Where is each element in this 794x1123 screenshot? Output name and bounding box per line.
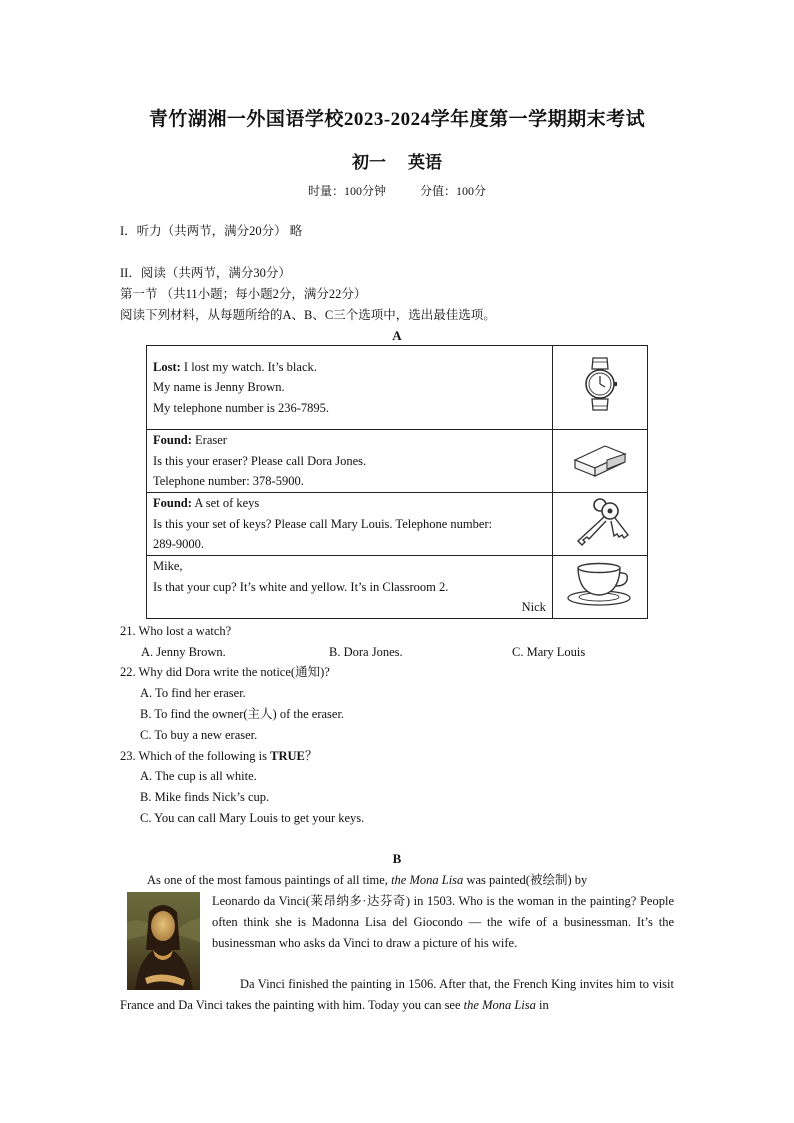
question-stem — [120, 747, 317, 765]
notice-table — [146, 345, 648, 619]
answer-option: C. To buy a new eraser. — [140, 728, 258, 742]
passage-b-para1: Leonardo da Vinci(莱昂纳多·达芬奇) in 1503. Who is the woman in the painting? People often think she is Madonna Lisa del Giocondo — the wife of a businessman. It’s the businessman who asks da Vinci to draw a picture of his wife. — [212, 894, 674, 950]
question-stem-end: ？ — [304, 749, 318, 763]
notice-line: Is this your set of keys? Please call Mary Louis. Telephone number: — [153, 516, 493, 531]
notice-line: 289-9000. — [153, 537, 205, 552]
notice-text — [147, 346, 553, 430]
notice-line: A set of keys — [191, 496, 260, 511]
grade-label: 初一 — [352, 153, 386, 172]
notice-row — [147, 346, 648, 430]
notice-text — [147, 493, 553, 556]
passage-text: was painted(被绘制) by — [463, 873, 588, 887]
passage-text: in — [535, 997, 549, 1012]
time-info: 时量：100分钟 — [307, 184, 386, 198]
exam-subtitle — [0, 148, 794, 173]
answer-option: B. To find the owner(主人) of the eraser. — [140, 707, 345, 721]
notice-picture — [552, 493, 647, 556]
part1-heading: I．听力（共两节，满分20分） 略 — [120, 224, 303, 238]
notice-signature: Nick — [521, 600, 546, 615]
score-info: 分值：100分 — [420, 184, 487, 198]
answer-option: B. Mike finds Nick’s cup. — [140, 790, 270, 804]
exam-title: 青竹湖湘一外国语学校2023-2024学年度第一学期期末考试 — [148, 109, 646, 130]
notice-row — [147, 493, 648, 556]
keys-icon — [570, 495, 630, 547]
exam-meta — [0, 182, 794, 199]
passage-text: Da Vinci finished the painting in 1506. After that, the French King invites him to visit France and Da Vinci takes the painting with him. Today you can see — [120, 977, 674, 1012]
subject-label: 英语 — [408, 153, 442, 172]
passage-a-label: A — [392, 328, 402, 343]
notice-row — [147, 430, 648, 493]
notice-line: Mike, — [153, 559, 183, 574]
painting-title: the Mona Lisa — [391, 873, 464, 887]
answer-option: A. Jenny Brown. — [141, 645, 226, 659]
notice-line: Telephone number: 378-5900. — [153, 474, 304, 489]
passage-b-label: B — [392, 851, 402, 866]
question-stem: 22. Why did Dora write the notice(通知)? — [120, 665, 330, 679]
question-stem-text: 23. Which of the following is — [120, 749, 271, 763]
passage-b-para2 — [120, 974, 674, 1016]
notice-label: Lost: — [153, 359, 181, 374]
notice-line: Eraser — [191, 433, 227, 448]
notice-text — [147, 556, 553, 619]
answer-option: B. Dora Jones. — [329, 645, 403, 659]
question-emphasis: TRUE — [270, 749, 305, 763]
notice-text — [147, 430, 553, 493]
section1-heading: 第一节 （共11小题；每小题2分，满分22分） — [120, 287, 367, 301]
question-stem: 21. Who lost a watch? — [120, 624, 232, 638]
cup-icon — [565, 560, 635, 608]
answer-option: A. To find her eraser. — [140, 686, 246, 700]
watch-icon — [583, 356, 617, 412]
notice-line: Is that your cup? It’s white and yellow. It’s in Classroom 2. — [153, 579, 449, 594]
answer-option: C. You can call Mary Louis to get your keys. — [140, 811, 365, 825]
section1-instruction: 阅读下列材料，从每题所给的A、B、C三个选项中，选出最佳选项。 — [120, 308, 496, 322]
notice-picture — [552, 430, 647, 493]
part2-heading: II．阅读（共两节，满分30分） — [120, 266, 291, 280]
notice-line: My telephone number is 236-7895. — [153, 400, 330, 415]
notice-picture — [552, 556, 647, 619]
notice-line: My name is Jenny Brown. — [153, 380, 285, 395]
passage-text: As one of the most famous paintings of all time, — [147, 873, 392, 887]
passage-b-line1 — [147, 870, 674, 891]
painting-title: the Mona Lisa — [463, 997, 536, 1012]
answer-option: A. The cup is all white. — [140, 769, 257, 783]
notice-label: Found: — [153, 433, 192, 448]
notice-row — [147, 556, 648, 619]
notice-picture — [552, 346, 647, 430]
notice-line: Is this your eraser? Please call Dora Jones. — [153, 453, 367, 468]
answer-option: C. Mary Louis — [512, 645, 586, 659]
eraser-icon — [571, 438, 629, 478]
notice-label: Found: — [153, 496, 192, 511]
notice-line: I lost my watch. It’s black. — [180, 359, 317, 374]
